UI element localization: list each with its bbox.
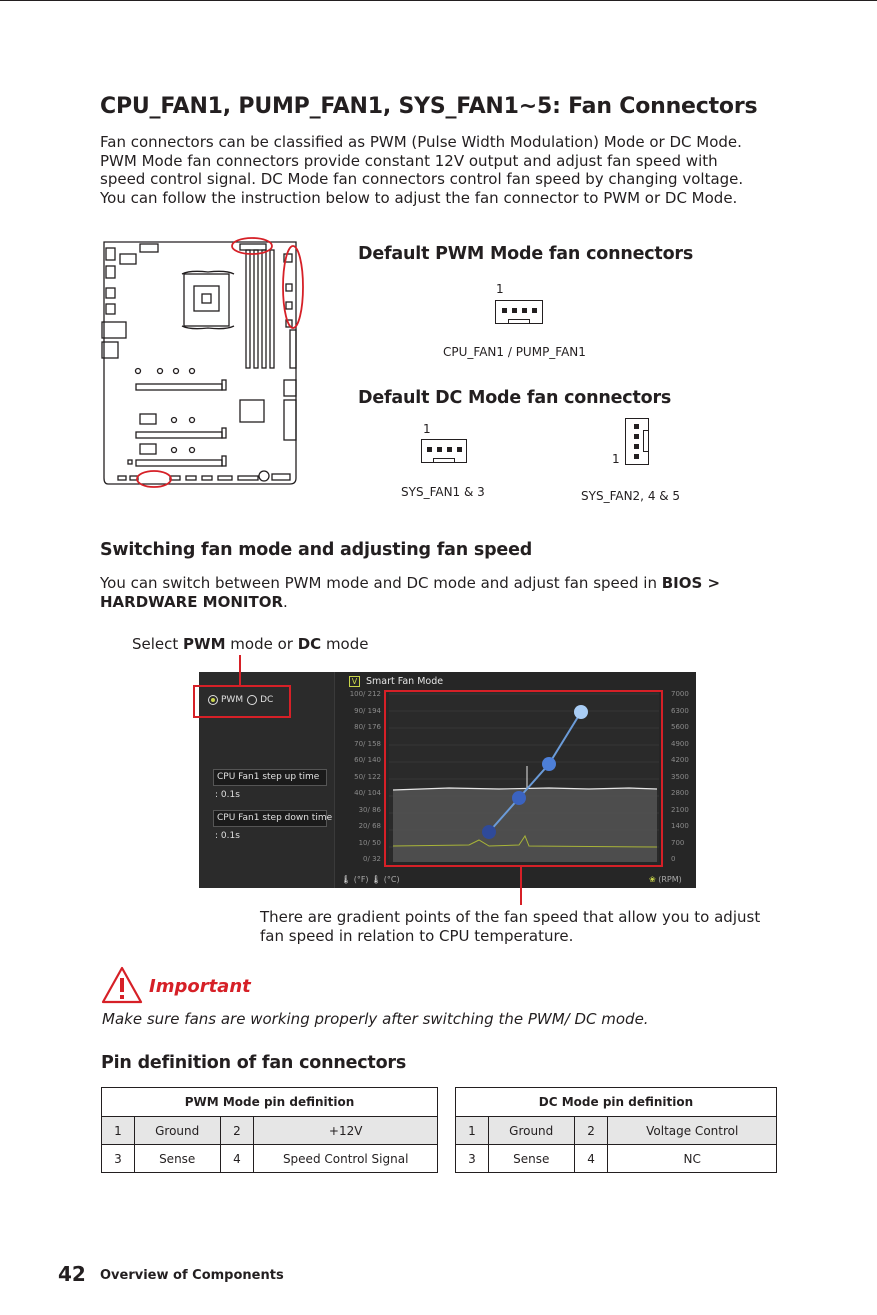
callout-line (239, 655, 241, 685)
pwm-table-header: PWM Mode pin definition (102, 1088, 438, 1117)
select-callout (132, 635, 368, 653)
rpm-unit (649, 875, 682, 884)
temp-tick: 50/ 122 (354, 772, 381, 781)
graph-highlight (384, 690, 663, 867)
table-cell: 1 (456, 1117, 489, 1145)
step-down-time-field[interactable]: CPU Fan1 step down time (213, 810, 327, 827)
key-notch-icon (508, 319, 530, 324)
gradient-note (260, 908, 760, 945)
temp-unit-toggle[interactable] (341, 875, 400, 884)
page-footer: Overview of Components (100, 1268, 284, 1283)
page-number: 42 (58, 1262, 86, 1286)
table-cell: 3 (102, 1145, 135, 1173)
callout-text: Select (132, 635, 184, 653)
pin-icon (634, 454, 639, 459)
temp-tick: 30/ 86 (358, 805, 381, 814)
smart-fan-title: Smart Fan Mode (366, 676, 444, 687)
table-cell: NC (608, 1145, 777, 1173)
rpm-tick: 1400 (671, 822, 689, 830)
temp-tick: 0/ 32 (363, 855, 381, 863)
pin-heading: Pin definition of fan connectors (101, 1053, 407, 1073)
table-cell: Speed Control Signal (254, 1145, 438, 1173)
rpm-tick: 0 (671, 855, 676, 863)
callout-dc: DC (297, 635, 322, 653)
pin-icon (502, 308, 507, 313)
thermometer-icon: 🌡 (341, 875, 352, 884)
rpm-tick: 700 (671, 838, 685, 847)
callout-pwm: PWM (183, 635, 226, 653)
rpm-tick: 3500 (671, 772, 689, 781)
fan-icon: ❀ (649, 875, 656, 884)
bios-path: HARDWARE MONITOR (100, 592, 284, 611)
temp-tick: 80/ 176 (354, 723, 381, 731)
table-cell: 2 (220, 1117, 254, 1145)
temp-tick: 60/ 140 (354, 756, 381, 764)
warning-icon (101, 966, 143, 1004)
unit-rpm: (RPM) (658, 875, 682, 884)
note-line: There are gradient points of the fan speed that allow you to adjust (260, 908, 761, 926)
motherboard-diagram (98, 234, 308, 490)
pin-icon (532, 308, 537, 313)
unit-c: (°C) (383, 875, 400, 884)
page-title: CPU_FAN1, PUMP_FAN1, SYS_FAN1~5: Fan Connectors (100, 94, 758, 119)
pwm-connector-icon (495, 300, 543, 324)
pin-icon (427, 447, 432, 452)
switch-text: You can switch between PWM mode and DC mode and adjust fan speed in (100, 574, 662, 592)
table-row (102, 1145, 438, 1173)
table-cell: 4 (220, 1145, 254, 1173)
rpm-axis (671, 690, 696, 868)
table-row (102, 1117, 438, 1145)
temp-tick: 70/ 158 (354, 739, 381, 748)
switch-heading: Switching fan mode and adjusting fan speed (100, 540, 533, 560)
note-line: fan speed in relation to CPU temperature. (260, 926, 574, 945)
intro-line: Fan connectors can be classified as PWM (Pulse Width Modulation) Mode or DC Mode. (100, 133, 742, 151)
pin-icon (634, 444, 639, 449)
table-cell: 3 (456, 1145, 489, 1173)
important-label: Important (149, 976, 251, 997)
table-cell: 4 (574, 1145, 608, 1173)
intro-line: You can follow the instruction below to adjust the fan connector to PWM or DC Mode. (100, 188, 738, 207)
callout-line (520, 867, 522, 905)
pin1-label: 1 (612, 452, 620, 466)
smart-fan-checkbox[interactable]: V (349, 676, 360, 687)
temp-tick: 90/ 194 (354, 706, 381, 715)
table-cell: 2 (574, 1117, 608, 1145)
table-cell: +12V (254, 1117, 438, 1145)
pwm-caption: CPU_FAN1 / PUMP_FAN1 (443, 345, 586, 359)
pin-icon (457, 447, 462, 452)
sys-fan-1-3-connector-icon (421, 439, 467, 463)
intro-line: PWM Mode fan connectors provide constant 12V output and adjust fan speed with (100, 151, 718, 170)
callout-text: mode or (225, 635, 298, 653)
pin-icon (437, 447, 442, 452)
rpm-tick: 2100 (671, 805, 689, 814)
pin-icon (447, 447, 452, 452)
pwm-heading: Default PWM Mode fan connectors (358, 244, 694, 264)
step-down-time-value: : 0.1s (215, 831, 240, 841)
switch-paragraph (100, 574, 760, 611)
table-cell: 1 (102, 1117, 135, 1145)
rpm-tick: 4200 (671, 756, 689, 764)
pwm-pin-table (101, 1087, 438, 1173)
temp-tick: 100/ 212 (349, 690, 381, 698)
table-cell: Ground (488, 1117, 574, 1145)
bios-path: BIOS > (661, 574, 721, 592)
thermometer-icon: 🌡 (371, 875, 382, 884)
table-cell: Voltage Control (608, 1117, 777, 1145)
pwm-dc-highlight (193, 685, 291, 718)
key-notch-icon (433, 458, 455, 463)
rpm-tick: 7000 (671, 690, 689, 698)
pwm-radio-label: PWM (221, 695, 244, 705)
temp-tick: 20/ 68 (358, 822, 381, 830)
step-up-time-field[interactable]: CPU Fan1 step up time (213, 769, 327, 786)
pin-icon (522, 308, 527, 313)
pin1-label: 1 (496, 282, 504, 296)
temp-tick: 10/ 50 (358, 838, 381, 847)
dc-pin-table (455, 1087, 777, 1173)
pin-icon (634, 434, 639, 439)
dc-table-header: DC Mode pin definition (456, 1088, 777, 1117)
intro-line: speed control signal. DC Mode fan connectors control fan speed by changing voltage. (100, 170, 744, 188)
step-up-time-value: : 0.1s (215, 790, 240, 800)
dc-caption-a: SYS_FAN1 & 3 (401, 485, 485, 499)
top-rule (0, 0, 877, 1)
table-cell: Sense (134, 1145, 220, 1173)
pin-icon (512, 308, 517, 313)
table-cell: Sense (488, 1145, 574, 1173)
period: . (283, 592, 288, 611)
table-row (456, 1145, 777, 1173)
intro-paragraph (100, 133, 800, 207)
pin-icon (634, 424, 639, 429)
rpm-tick: 5600 (671, 723, 689, 731)
rpm-tick: 6300 (671, 706, 689, 715)
rpm-tick: 4900 (671, 739, 689, 748)
table-row (456, 1117, 777, 1145)
table-cell: Ground (134, 1117, 220, 1145)
unit-f: (°F) (353, 875, 369, 884)
pin1-label: 1 (423, 422, 431, 436)
important-text: Make sure fans are working properly after switching the PWM/ DC mode. (102, 1010, 649, 1028)
rpm-tick: 2800 (671, 789, 689, 797)
temp-tick: 40/ 104 (354, 789, 381, 797)
callout-text: mode (321, 635, 369, 653)
sys-fan-2-4-5-connector-icon (625, 418, 649, 465)
dc-caption-b: SYS_FAN2, 4 & 5 (581, 489, 681, 503)
temp-axis (321, 690, 381, 868)
dc-radio-label: DC (260, 695, 274, 705)
key-notch-icon (643, 430, 648, 452)
dc-heading: Default DC Mode fan connectors (358, 388, 672, 408)
